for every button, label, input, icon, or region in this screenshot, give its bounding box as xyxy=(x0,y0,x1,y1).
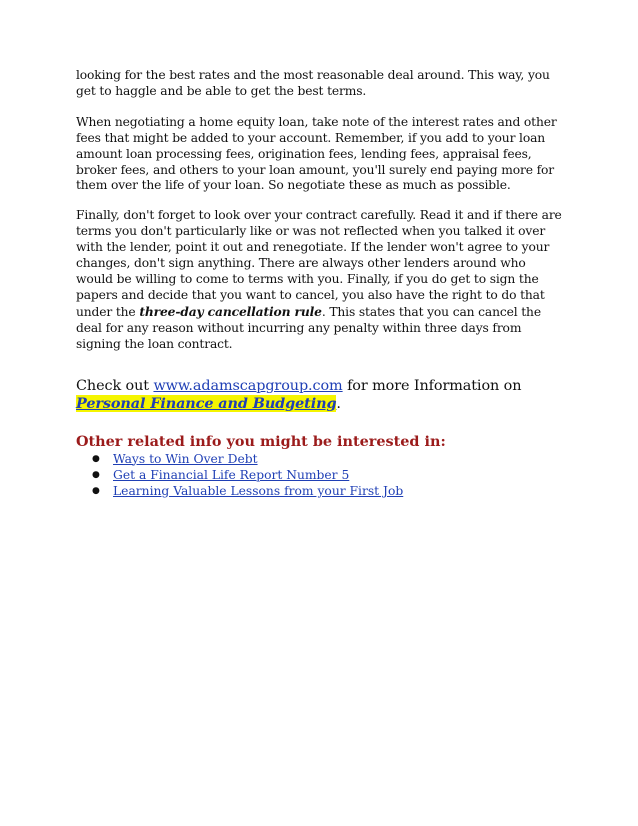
related-info-heading: Other related info you might be interested in: xyxy=(76,432,446,450)
related-link-financial-report[interactable]: Get a Financial Life Report Number 5 xyxy=(113,467,350,482)
related-link-win-over-debt[interactable]: Ways to Win Over Debt xyxy=(113,451,258,466)
list-item xyxy=(92,467,564,483)
cta-suffix: . xyxy=(336,395,341,412)
cta-middle: for more Information on xyxy=(342,377,522,394)
cancellation-rule-emphasis: three-day cancellation rule xyxy=(139,303,322,319)
list-item xyxy=(92,451,564,467)
related-links-list xyxy=(76,451,564,500)
list-item xyxy=(92,483,564,499)
website-link[interactable]: www.adamscapgroup.com xyxy=(153,377,343,394)
paragraph-negotiating-fees: When negotiating a home equity loan, take note of the interest rates and other fees that might be added to your account. Remember, if you add to your loan amount loan processing fees, origination fees, lending fees, appraisal fees, broker fees, and others to your loan amount, you'll surely end paying more for them over the life of your loan. So negotiate these as much as possible. xyxy=(76,114,557,193)
cta-prefix: Check out xyxy=(76,377,154,394)
contract-text-end: . This states that you can cancel the deal for any reason without incurring any penalty within three days from signing the loan contract. xyxy=(76,304,541,351)
bullet-icon: ● xyxy=(92,453,100,464)
paragraph-contract-review xyxy=(76,208,564,352)
document-page xyxy=(76,68,564,499)
bullet-icon: ● xyxy=(92,469,100,480)
related-link-first-job[interactable]: Learning Valuable Lessons from your First Job xyxy=(113,483,404,498)
bullet-icon: ● xyxy=(92,485,100,496)
personal-finance-link[interactable]: Personal Finance and Budgeting xyxy=(76,394,337,412)
contract-text-start: Finally, don't forget to look over your contract carefully. Read it and if there are terms you don't particularly like or was not reflected when you talked it over with the lender, point it out and renegotiate. If the lender won't agree to your changes, don't sign anything. There are always other lenders around who would be willing to come to terms with you. Finally, if you do get to sign the papers and decide that you want to cancel, you also have the right to do that under the xyxy=(76,208,562,319)
call-to-action xyxy=(76,377,564,413)
paragraph-best-rates: looking for the best rates and the most reasonable deal around. This way, you get to haggle and be able to get the best terms. xyxy=(76,68,550,98)
